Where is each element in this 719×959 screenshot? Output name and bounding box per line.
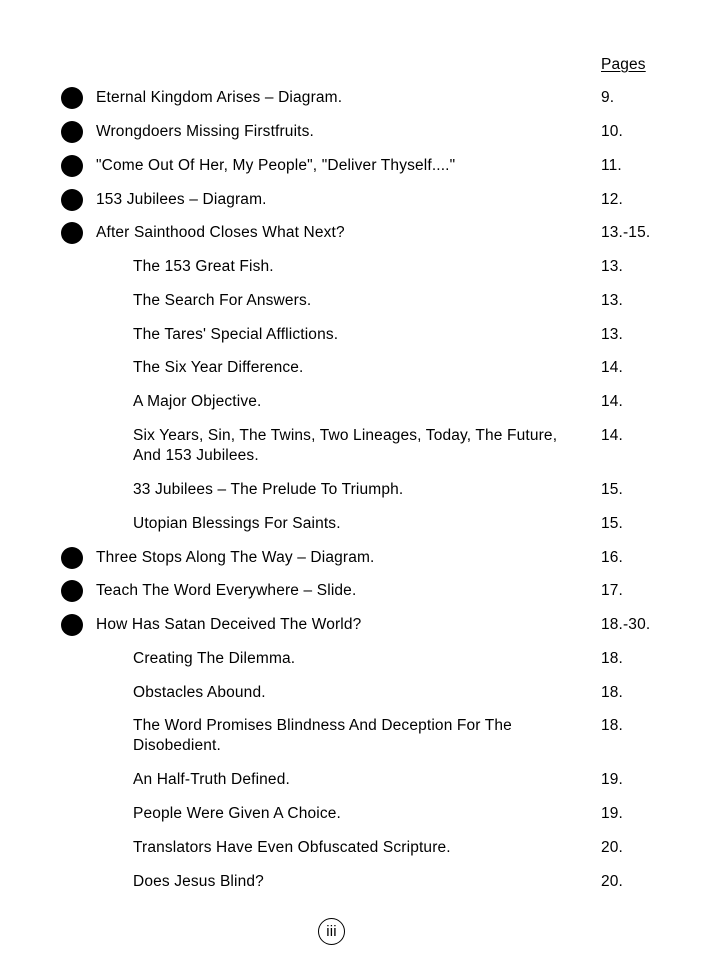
toc-entry-page: 13. bbox=[601, 292, 623, 309]
toc-entry-title: People Were Given A Choice. bbox=[133, 805, 341, 822]
toc-entry-page: 18. bbox=[601, 650, 623, 667]
toc-entry-title: Three Stops Along The Way – Diagram. bbox=[96, 549, 375, 566]
toc-entry-page: 20. bbox=[601, 839, 623, 856]
toc-entry-page: 16. bbox=[601, 549, 623, 566]
toc-entry-page: 19. bbox=[601, 771, 623, 788]
toc-entry-title: The Search For Answers. bbox=[133, 292, 312, 309]
toc-entry-title: The Six Year Difference. bbox=[133, 359, 304, 376]
toc-entry-title: 33 Jubilees – The Prelude To Triumph. bbox=[133, 481, 404, 498]
toc-entry-title: Teach The Word Everywhere – Slide. bbox=[96, 582, 357, 599]
toc-entry-title: Eternal Kingdom Arises – Diagram. bbox=[96, 89, 343, 106]
toc-entry-page: 10. bbox=[601, 123, 623, 140]
toc-entry-page: 20. bbox=[601, 873, 623, 890]
bullet-icon bbox=[61, 87, 83, 109]
toc-entry-page: 14. bbox=[601, 427, 623, 444]
toc-entry-page: 11. bbox=[601, 157, 622, 174]
toc-entry-title: After Sainthood Closes What Next? bbox=[96, 224, 345, 241]
toc-entry-title: Obstacles Abound. bbox=[133, 684, 266, 701]
toc-entry-page: 15. bbox=[601, 515, 623, 532]
bullet-icon bbox=[61, 121, 83, 143]
toc-entry-page: 14. bbox=[601, 359, 623, 376]
toc-entry-title: Six Years, Sin, The Twins, Two Lineages, Today, The Future, And 153 Jubilees. bbox=[133, 427, 558, 464]
toc-entry-page: 18. bbox=[601, 717, 623, 734]
toc-entry-page: 18.-30. bbox=[601, 616, 651, 633]
bullet-icon bbox=[61, 222, 83, 244]
toc-entry-page: 13. bbox=[601, 326, 623, 343]
bullet-icon bbox=[61, 547, 83, 569]
toc-entry-page: 12. bbox=[601, 191, 623, 208]
toc-entry-page: 13.-15. bbox=[601, 224, 651, 241]
toc-entry-title: How Has Satan Deceived The World? bbox=[96, 616, 362, 633]
toc-entry-page: 15. bbox=[601, 481, 623, 498]
toc-entry-title: The Tares' Special Afflictions. bbox=[133, 326, 339, 343]
toc-entry-title: The Word Promises Blindness And Deception For The Disobedient. bbox=[133, 717, 512, 754]
toc-entry-title: Translators Have Even Obfuscated Scripture. bbox=[133, 839, 451, 856]
toc-entry-page: 18. bbox=[601, 684, 623, 701]
toc-entry-page: 14. bbox=[601, 393, 623, 410]
toc-entry-title: Utopian Blessings For Saints. bbox=[133, 515, 341, 532]
toc-entry-title: 153 Jubilees – Diagram. bbox=[96, 191, 267, 208]
toc-entry-title: "Come Out Of Her, My People", "Deliver Thyself...." bbox=[96, 157, 456, 174]
toc-entry-page: 9. bbox=[601, 89, 615, 106]
toc-entry-title: A Major Objective. bbox=[133, 393, 262, 410]
toc-entry-page: 17. bbox=[601, 582, 623, 599]
bullet-icon bbox=[61, 189, 83, 211]
bullet-icon bbox=[61, 614, 83, 636]
toc-entry-title: Creating The Dilemma. bbox=[133, 650, 296, 667]
toc-entry-title: The 153 Great Fish. bbox=[133, 258, 274, 275]
pages-column-header: Pages bbox=[601, 56, 646, 73]
toc-entry-page: 13. bbox=[601, 258, 623, 275]
bullet-icon bbox=[61, 580, 83, 602]
toc-entry-title: Does Jesus Blind? bbox=[133, 873, 264, 890]
bullet-icon bbox=[61, 155, 83, 177]
page-number-badge: iii bbox=[318, 918, 345, 945]
toc-entry-page: 19. bbox=[601, 805, 623, 822]
toc-entry-title: An Half-Truth Defined. bbox=[133, 771, 290, 788]
toc-entry-title: Wrongdoers Missing Firstfruits. bbox=[96, 123, 314, 140]
